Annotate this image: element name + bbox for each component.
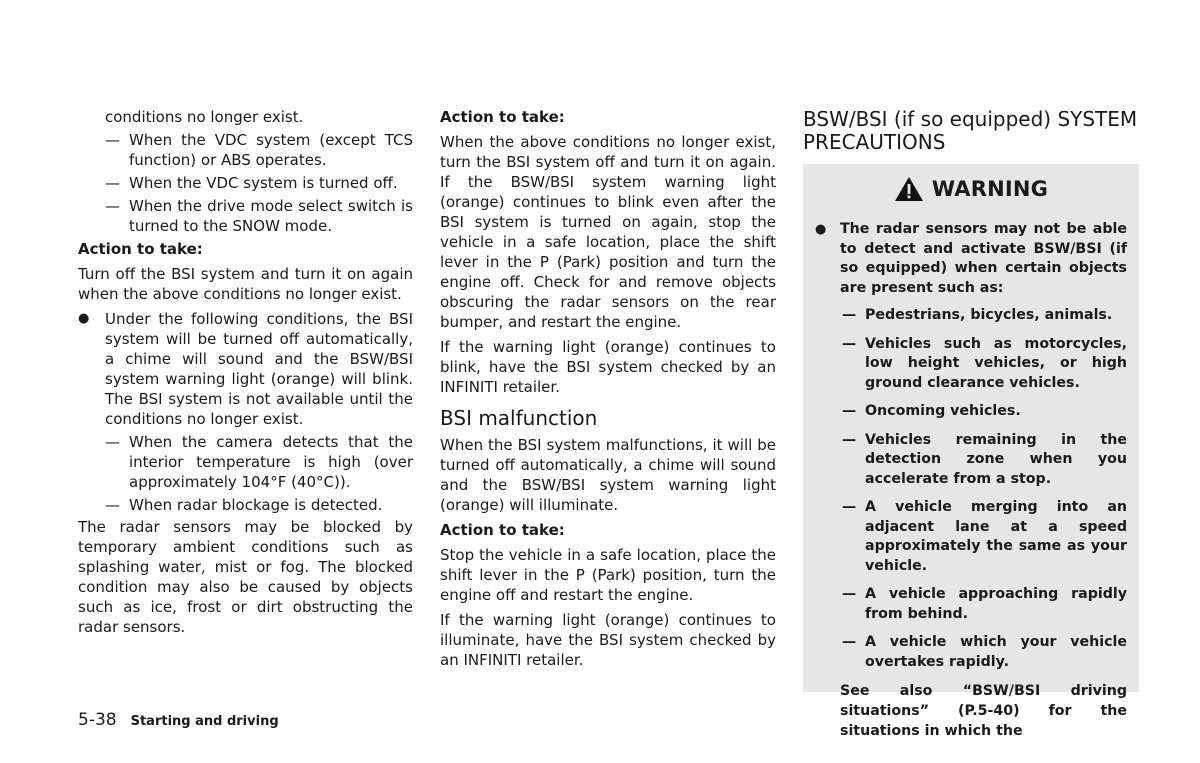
dash-mark: — <box>105 496 120 514</box>
bullet-mark: ● <box>78 311 90 326</box>
dash-item <box>78 196 413 236</box>
paragraph: When the BSI system malfunctions, it will be turned off automatically, a chime will sound and the BSW/BSI system warning light (orange) will illuminate. <box>440 436 776 514</box>
warning-dash-text: Oncoming vehicles. <box>865 403 1021 419</box>
warning-dash-item <box>815 335 1127 394</box>
dash-mark: — <box>842 499 857 515</box>
warning-dash-text: A vehicle which your vehicle overtakes rapidly. <box>865 634 1127 670</box>
warning-dash-text: Vehicles such as motorcycles, low height vehicles, or high ground clearance vehicles. <box>865 335 1127 391</box>
bullet-mark: ● <box>815 222 827 237</box>
warning-see-also: See also “BSW/BSI driving situations” (P.5-40) for the situations in which the <box>840 683 1127 739</box>
dash-item <box>78 495 413 515</box>
dash-text: When radar blockage is detected. <box>129 496 383 514</box>
footer-section-name: Starting and driving <box>130 714 279 729</box>
warning-dash-text: A vehicle approaching rapidly from behind. <box>865 586 1127 622</box>
warning-dash-item <box>815 402 1127 422</box>
dash-mark: — <box>842 335 857 352</box>
dash-mark: — <box>105 174 120 192</box>
dash-text: When the VDC system (except TCS function) or ABS operates. <box>129 131 413 169</box>
dash-mark: — <box>842 307 857 323</box>
paragraph: If the warning light (orange) continues to illuminate, have the BSI system checked by an INFINITI retailer. <box>440 611 776 669</box>
dash-mark: — <box>105 433 120 451</box>
warning-dash-text: Pedestrians, bicycles, animals. <box>865 307 1113 323</box>
warning-dash-text: Vehicles remaining in the detection zone when you accelerate from a stop. <box>865 431 1127 487</box>
dash-text: When the VDC system is turned off. <box>129 174 398 192</box>
dash-text: When the drive mode select switch is turned to the SNOW mode. <box>129 197 413 235</box>
warning-triangle-icon <box>894 176 924 202</box>
paragraph: If the warning light (orange) continues to blink, have the BSI system checked by an INFINITI retailer. <box>440 338 776 396</box>
dash-mark: — <box>105 197 120 215</box>
malfunction-heading: BSI malfunction <box>440 406 598 430</box>
paragraph: Stop the vehicle in a safe location, place the shift lever in the P (Park) position, turn the engine off and restart the engine. <box>440 546 776 604</box>
left-column <box>78 107 413 642</box>
dash-item <box>78 432 413 492</box>
warning-dash-item <box>815 306 1127 326</box>
warning-dash-item <box>815 585 1127 624</box>
section-title <box>803 108 1139 154</box>
continued-line: conditions no longer exist. <box>105 108 304 126</box>
dash-item <box>78 130 413 170</box>
radar-paragraph: The radar sensors may be blocked by temporary ambient conditions such as splashing water, mist or fog. The blocked condition may also be caused by objects such as ice, frost or dirt obstructing the radar sensors. <box>78 518 413 636</box>
right-column <box>803 107 1139 739</box>
dash-mark: — <box>842 634 857 650</box>
warning-header <box>815 176 1127 202</box>
bullet-text: Under the following conditions, the BSI system will be turned off automatically, a chime will sound and the BSW/BSI system warning light (orange) will blink. The BSI system is not available until the conditions no longer exist. <box>105 310 413 428</box>
action-heading: Action to take: <box>440 108 565 126</box>
dash-item <box>78 107 413 127</box>
section-title-line: BSW/BSI (if so equipped) SYSTEM <box>803 107 1138 131</box>
section-title-line: PRECAUTIONS <box>803 130 946 154</box>
action-paragraph: Turn off the BSI system and turn it on again when the above conditions no longer exist. <box>78 265 413 303</box>
bullet-item <box>78 309 413 429</box>
action-heading: Action to take: <box>78 240 203 258</box>
dash-text: When the camera detects that the interior temperature is high (over approximately 104°F (40°C)). <box>129 433 413 491</box>
warning-bullet-text: The radar sensors may not be able to detect and activate BSW/BSI (if so equipped) when certain objects are present such as: <box>840 221 1127 296</box>
warning-title: WARNING <box>931 177 1049 201</box>
warning-dash-item <box>815 633 1127 672</box>
page-number: 5-38 <box>78 710 117 730</box>
dash-item <box>78 173 413 193</box>
dash-mark: — <box>842 431 857 448</box>
warning-dash-item <box>815 498 1127 576</box>
paragraph: When the above conditions no longer exist, turn the BSI system off and turn it on again. If the BSW/BSI system warning light (orange) continues to blink even after the BSI system is turned on again, stop the vehicle in a safe location, place the shift lever in the P (Park) position and turn the engine off. Check for and remove objects obscuring the radar sensors on the rear bumper, and restart the engine. <box>440 133 776 331</box>
dash-mark: — <box>842 586 857 602</box>
page-footer <box>78 710 279 730</box>
warning-bullet <box>815 220 1127 298</box>
warning-dash-item <box>815 431 1127 490</box>
action-heading: Action to take: <box>440 521 565 539</box>
warning-box <box>803 164 1139 739</box>
dash-mark: — <box>105 131 120 149</box>
middle-column <box>440 107 776 675</box>
dash-mark: — <box>842 403 857 419</box>
warning-dash-text: A vehicle merging into an adjacent lane at a speed approximately the same as your vehicle. <box>865 499 1127 574</box>
